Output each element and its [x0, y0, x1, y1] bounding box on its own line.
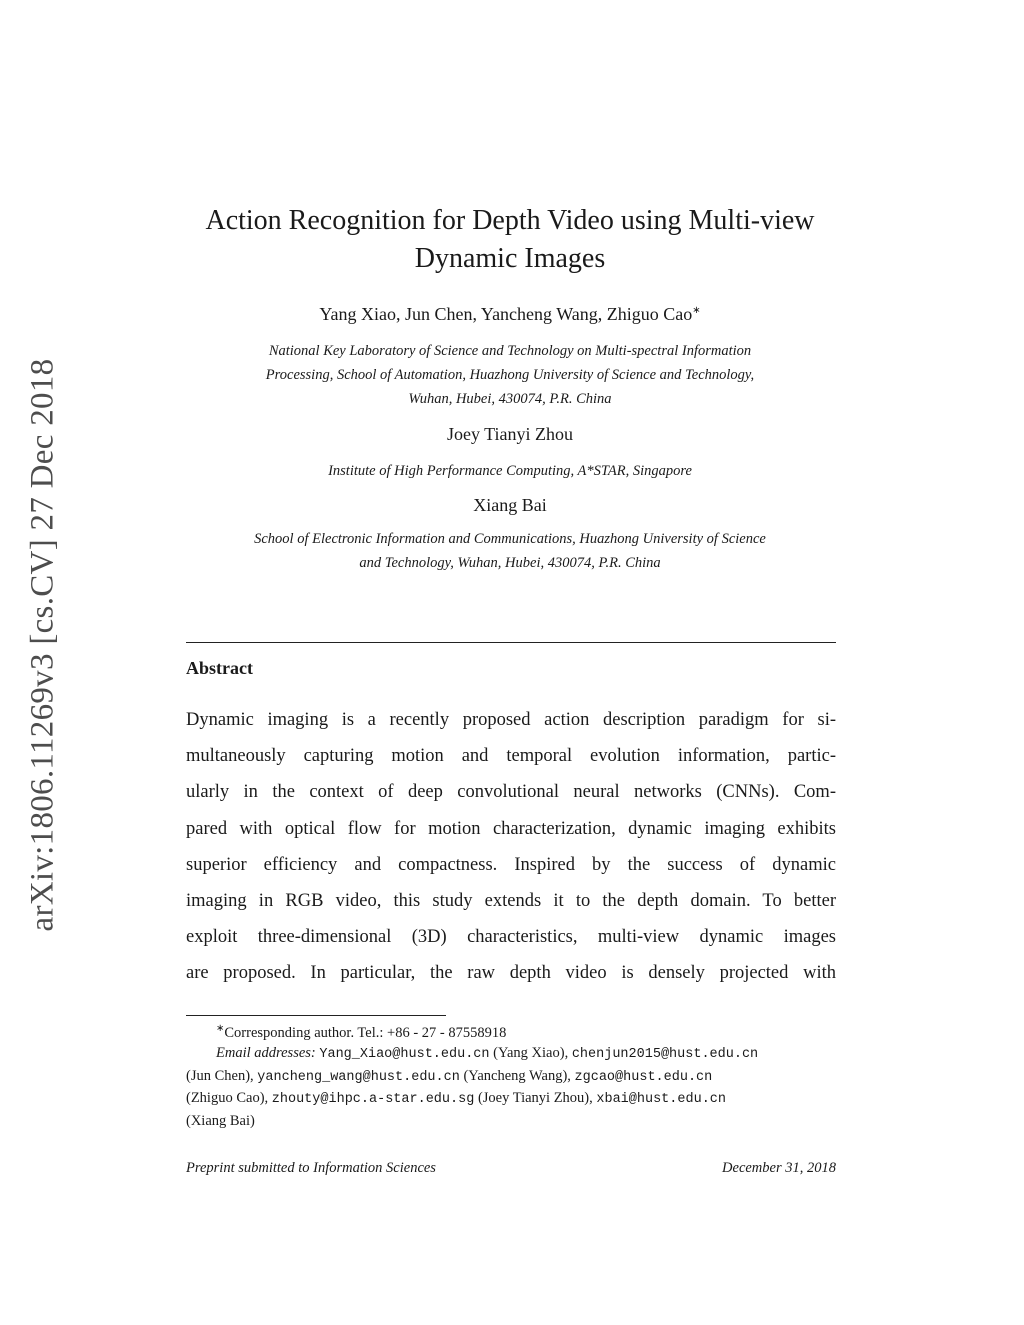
email-owner-xiang-bai: (Xiang Bai): [186, 1112, 255, 1129]
email-link-joey-tianyi-zhou[interactable]: zhouty@ihpc.a-star.edu.sg: [271, 1092, 475, 1108]
corresponding-author-mark: ∗: [692, 305, 701, 316]
abstract-line: are proposed. In particular, the raw depth video is densely projected with: [186, 963, 836, 984]
affiliation-1-line-2: Processing, School of Automation, Huazhong University of Science and Technology,: [265, 367, 755, 383]
author-group-3: [160, 495, 860, 516]
affiliation-2-line-1: Institute of High Performance Computing, A*STAR, Singapore: [328, 463, 692, 479]
author-names-1: Yang Xiao, Jun Chen, Yancheng Wang, Zhiguo Cao: [319, 304, 693, 324]
footnote: [186, 1019, 846, 1131]
email-link-yancheng-wang[interactable]: yancheng_wang@hust.edu.cn: [257, 1069, 460, 1085]
email-link-zhiguo-cao[interactable]: zgcao@hust.edu.cn: [574, 1069, 713, 1085]
affiliation-3: [160, 527, 860, 575]
email-link-xiang-bai[interactable]: xbai@hust.edu.cn: [596, 1092, 726, 1108]
footnote-rule: [186, 1015, 446, 1016]
email-line-1: [186, 1043, 846, 1066]
email-owner-jun-chen: (Jun Chen),: [186, 1067, 254, 1084]
abstract-line: Dynamic imaging is a recently proposed action description paradigm for si-: [186, 710, 836, 730]
email-line-4: [186, 1111, 846, 1132]
footer-submission-note: Preprint submitted to Information Sciences: [186, 1160, 436, 1176]
footnote-mark: ∗: [216, 1023, 225, 1034]
author-group-1: [160, 304, 860, 325]
affiliation-3-line-2: and Technology, Wuhan, Hubei, 430074, P.R. China: [359, 555, 661, 571]
email-link-jun-chen[interactable]: chenjun2015@hust.edu.cn: [571, 1047, 759, 1063]
email-line-3: [186, 1088, 846, 1111]
author-names-2: Joey Tianyi Zhou: [446, 424, 574, 444]
abstract-line: ularly in the context of deep convolutional neural networks (CNNs). Com-: [186, 782, 836, 803]
email-owner-zhiguo-cao: (Zhiguo Cao),: [186, 1090, 269, 1107]
email-owner-yang-xiao: (Yang Xiao),: [493, 1045, 569, 1062]
email-owner-yancheng-wang: (Yancheng Wang),: [463, 1067, 571, 1084]
email-owner-joey-tianyi-zhou: (Joey Tianyi Zhou),: [477, 1090, 593, 1107]
email-link-yang-xiao[interactable]: Yang_Xiao@hust.edu.cn: [319, 1047, 490, 1063]
email-label: Email addresses:: [216, 1045, 316, 1062]
affiliation-1-line-1: National Key Laboratory of Science and Technology on Multi-spectral Information: [268, 343, 752, 359]
affiliation-1: [160, 339, 860, 411]
email-line-2: [186, 1066, 846, 1089]
corresponding-author-text: Corresponding author. Tel.: +86 - 27 - 87558918: [224, 1024, 507, 1041]
corresponding-author-note: [186, 1019, 846, 1043]
abstract-line: exploit three-dimensional (3D) characteristics, multi-view dynamic images: [186, 927, 836, 948]
affiliation-1-line-3: Wuhan, Hubei, 430074, P.R. China: [408, 391, 612, 407]
abstract-line: superior efficiency and compactness. Inspired by the success of dynamic: [186, 854, 836, 875]
abstract-line: imaging in RGB video, this study extends it to the depth domain. To better: [186, 891, 836, 912]
abstract-line: multaneously capturing motion and temporal evolution information, partic-: [186, 746, 836, 767]
paper-title: [160, 202, 860, 278]
abstract-top-rule: [186, 642, 836, 643]
abstract-heading: Abstract: [186, 658, 253, 678]
footer-date: December 31, 2018: [722, 1160, 836, 1176]
affiliation-3-line-1: School of Electronic Information and Communications, Huazhong University of Science: [254, 531, 766, 547]
title-line-1: Action Recognition for Depth Video using Multi-view: [205, 205, 815, 236]
author-group-2: [160, 424, 860, 445]
abstract-line: pared with optical flow for motion characterization, dynamic imaging exhibits: [186, 818, 836, 839]
author-names-3: Xiang Bai: [473, 495, 547, 515]
title-line-2: Dynamic Images: [414, 243, 606, 274]
affiliation-2: [160, 459, 860, 483]
abstract-body: [186, 702, 836, 992]
arxiv-identifier-stamp: arXiv:1806.11269v3 [cs.CV] 27 Dec 2018: [24, 358, 61, 932]
